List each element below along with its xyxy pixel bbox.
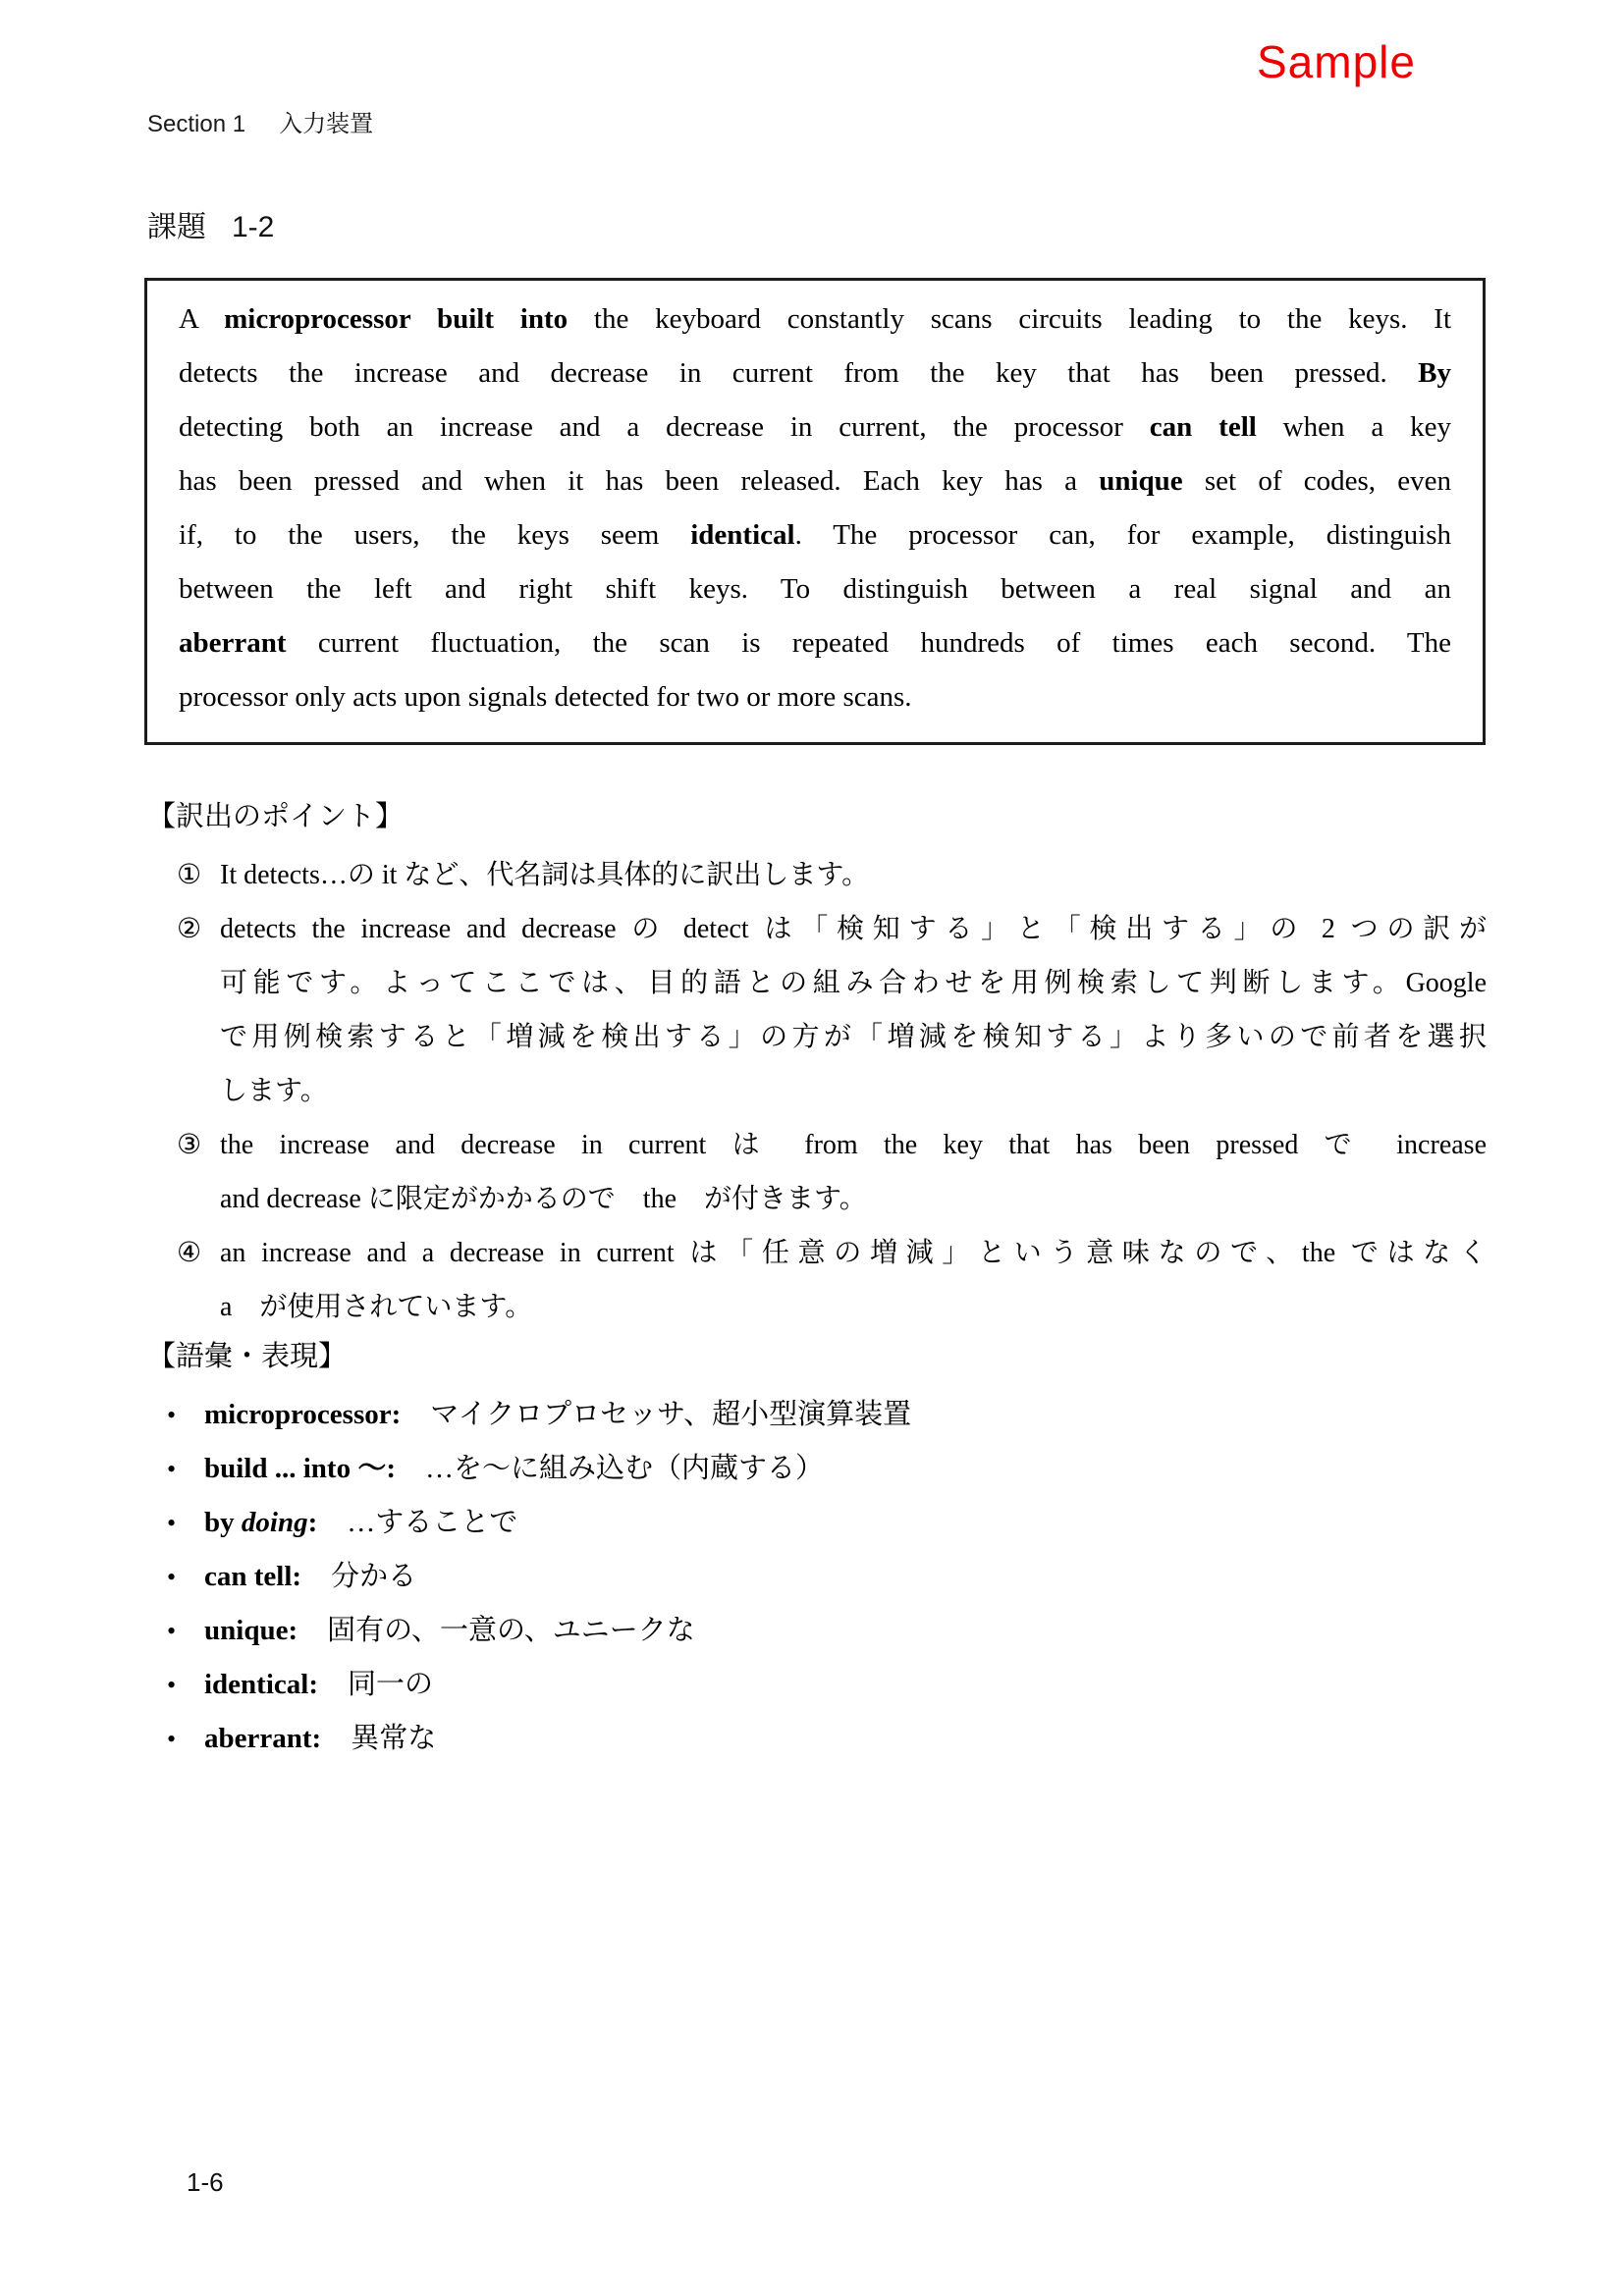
passage-line <box>179 347 1451 400</box>
vocab-item <box>147 1604 1487 1658</box>
point-line: an increase and a decrease in current は「任意の増減」という意味なので、the ではなく <box>220 1238 1487 1268</box>
text-segment: By <box>1418 357 1451 389</box>
translation-points-section <box>147 797 1487 1334</box>
vocab-definition: …することで <box>347 1507 518 1538</box>
text-segment: doing <box>241 1507 308 1538</box>
text-segment: aberrant: <box>204 1723 322 1754</box>
vocab-definition: マイクロプロセッサ、超小型演算装置 <box>430 1399 912 1430</box>
vocab-heading: 【語彙・表現】 <box>147 1341 348 1372</box>
vocab-definition: 分かる <box>331 1561 417 1592</box>
point-number: ① <box>177 860 202 890</box>
bullet-icon: • <box>167 1401 177 1429</box>
vocab-term <box>204 1442 396 1496</box>
point-text <box>220 1226 1487 1334</box>
vocab-definition: 固有の、一意の、ユニークな <box>327 1615 695 1646</box>
passage-line <box>179 293 1451 347</box>
task-number: 1-2 <box>232 211 275 243</box>
vocab-term <box>204 1388 401 1442</box>
vocab-definition: 同一の <box>348 1669 434 1700</box>
vocab-term <box>204 1496 317 1550</box>
vocab-term <box>204 1550 301 1604</box>
text-segment: detecting both an increase and a decrease in current, the processor <box>179 411 1150 443</box>
point-line: a が使用されています。 <box>220 1292 533 1322</box>
points-list <box>147 848 1487 1334</box>
passage-line <box>179 508 1451 562</box>
vocab-item <box>147 1388 1487 1442</box>
passage-line <box>179 616 1451 670</box>
point-text <box>220 848 1487 902</box>
text-segment: by <box>204 1507 242 1538</box>
point-line: the increase and decrease in current は from the key that has been pressed で increase <box>220 1130 1487 1160</box>
point-number: ② <box>177 914 202 944</box>
vocab-list <box>147 1388 1487 1766</box>
vocab-term <box>204 1604 298 1658</box>
text-segment: can tell: <box>204 1561 302 1592</box>
points-heading: 【訳出のポイント】 <box>147 801 405 832</box>
text-segment: aberrant <box>179 627 287 659</box>
point-number: ④ <box>177 1238 202 1268</box>
text-segment: microprocessor: <box>204 1399 402 1430</box>
text-segment: current fluctuation, the scan is repeated hundreds of times each second. The <box>286 627 1451 659</box>
point-text <box>220 902 1487 1118</box>
point-item <box>147 848 1487 902</box>
text-segment: set of codes, even <box>1182 465 1451 497</box>
text-segment: processor only acts upon signals detected for two or more scans. <box>179 681 912 713</box>
point-item <box>147 1118 1487 1226</box>
text-segment: identical: <box>204 1669 318 1700</box>
bullet-icon: • <box>167 1725 177 1753</box>
point-line: 可能です。よってここでは、目的語との組み合わせを用例検索して判断します。Google <box>220 968 1487 998</box>
point-line: detects the increase and decrease の detect は「検知する」と「検出する」の 2 つの訳が <box>220 914 1487 944</box>
section-label: Section 1 <box>147 111 246 137</box>
bullet-icon: • <box>167 1563 177 1591</box>
text-segment: unique <box>1099 465 1183 497</box>
vocab-definition: …を～に組み込む（内蔵する） <box>425 1453 825 1484</box>
point-line: It detects…の it など、代名詞は具体的に訳出します。 <box>220 860 870 890</box>
vocab-item <box>147 1550 1487 1604</box>
vocab-term <box>204 1712 321 1766</box>
text-segment: microprocessor built into <box>224 303 568 335</box>
vocab-item <box>147 1442 1487 1496</box>
text-segment: build ... into ～: <box>204 1453 396 1484</box>
point-line: で用例検索すると「増減を検出する」の方が「増減を検知する」より多いので前者を選択 <box>220 1022 1487 1052</box>
text-segment: can tell <box>1149 411 1257 443</box>
vocab-item <box>147 1712 1487 1766</box>
passage-box <box>144 278 1486 745</box>
point-text <box>220 1118 1487 1226</box>
text-segment: : <box>307 1507 318 1538</box>
text-segment: . The processor can, for example, distinguish <box>794 519 1451 551</box>
text-segment: has been pressed and when it has been released. Each key has a <box>179 465 1100 497</box>
bullet-icon: • <box>167 1671 177 1699</box>
passage-line <box>179 562 1451 616</box>
page-header <box>147 104 373 138</box>
text-segment: between the left and right shift keys. To distinguish between a real signal and an <box>179 573 1451 605</box>
text-segment: detects the increase and decrease in current from the key that has been pressed. <box>179 357 1419 389</box>
task-label: 課題 <box>147 211 206 243</box>
vocab-definition: 異常な <box>351 1723 437 1754</box>
text-segment: A <box>179 303 225 335</box>
bullet-icon: • <box>167 1509 177 1537</box>
text-segment: the keyboard constantly scans circuits leading to the keys. It <box>568 303 1452 335</box>
vocabulary-section <box>147 1337 1487 1766</box>
text-segment: identical <box>690 519 795 551</box>
bullet-icon: • <box>167 1617 177 1645</box>
text-segment: unique: <box>204 1615 298 1646</box>
point-item <box>147 902 1487 1118</box>
vocab-term <box>204 1658 318 1712</box>
passage-line <box>179 400 1451 454</box>
point-line: します。 <box>220 1076 328 1106</box>
point-item <box>147 1226 1487 1334</box>
sample-watermark: Sample <box>1257 36 1416 87</box>
text-segment: when a key <box>1256 411 1451 443</box>
task-heading <box>147 202 274 245</box>
vocab-item <box>147 1658 1487 1712</box>
passage-line <box>179 670 1451 724</box>
vocab-item <box>147 1496 1487 1550</box>
section-title: 入力装置 <box>279 111 374 137</box>
point-line: and decrease に限定がかかるので the が付きます。 <box>220 1184 867 1214</box>
passage-line <box>179 454 1451 508</box>
point-number: ③ <box>177 1130 202 1160</box>
page-number: 1-6 <box>187 2167 224 2197</box>
text-segment: if, to the users, the keys seem <box>179 519 691 551</box>
bullet-icon: • <box>167 1455 177 1483</box>
